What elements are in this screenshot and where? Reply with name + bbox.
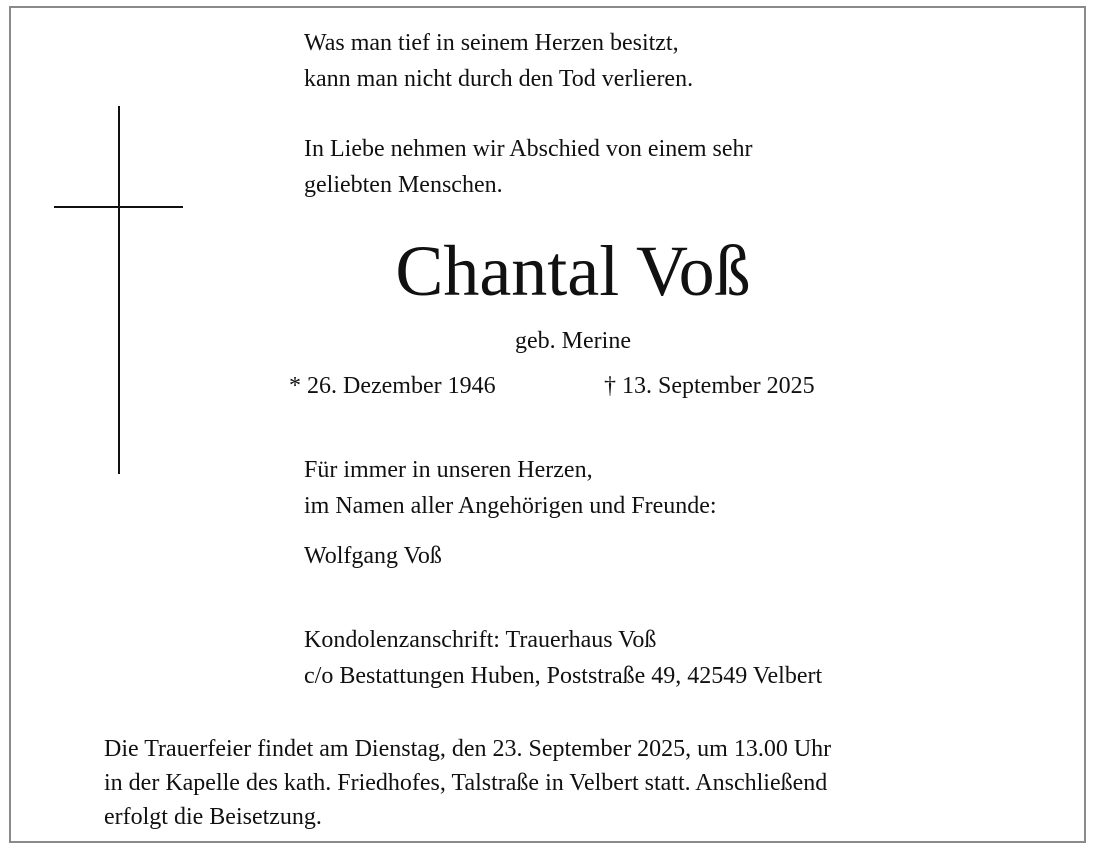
condolence-line-1: Kondolenzanschrift: Trauerhaus Voß: [304, 627, 657, 653]
intro-text: [304, 131, 753, 203]
motto-line-1: Was man tief in seinem Herzen besitzt,: [304, 30, 679, 56]
mourners-line-2: im Namen aller Angehörigen und Freunde:: [304, 493, 717, 519]
signer-name: Wolfgang Voß: [304, 543, 442, 569]
maiden-name: geb. Merine: [515, 328, 631, 354]
funeral-line-1: Die Trauerfeier findet am Dienstag, den 23. September 2025, um 13.00 Uhr: [104, 736, 832, 762]
cross-horizontal-bar: [54, 206, 183, 208]
mourners-line-1: Für immer in unseren Herzen,: [304, 457, 593, 483]
birth-date: * 26. Dezember 1946: [289, 373, 496, 399]
condolence-line-2: c/o Bestattungen Huben, Poststraße 49, 42549 Velbert: [304, 663, 823, 689]
funeral-line-2: in der Kapelle des kath. Friedhofes, Talstraße in Velbert statt. Anschließend: [104, 770, 828, 796]
mourners-text: [304, 452, 717, 524]
intro-line-1: In Liebe nehmen wir Abschied von einem sehr: [304, 136, 753, 162]
funeral-notice: [104, 732, 831, 834]
condolence-address: [304, 622, 822, 694]
deceased-name: Chantal Voß: [395, 231, 751, 311]
intro-line-2: geliebten Menschen.: [304, 172, 503, 198]
death-date: † 13. September 2025: [604, 373, 815, 399]
funeral-line-3: erfolgt die Beisetzung.: [104, 804, 322, 830]
motto: [304, 25, 693, 97]
motto-line-2: kann man nicht durch den Tod verlieren.: [304, 66, 694, 92]
